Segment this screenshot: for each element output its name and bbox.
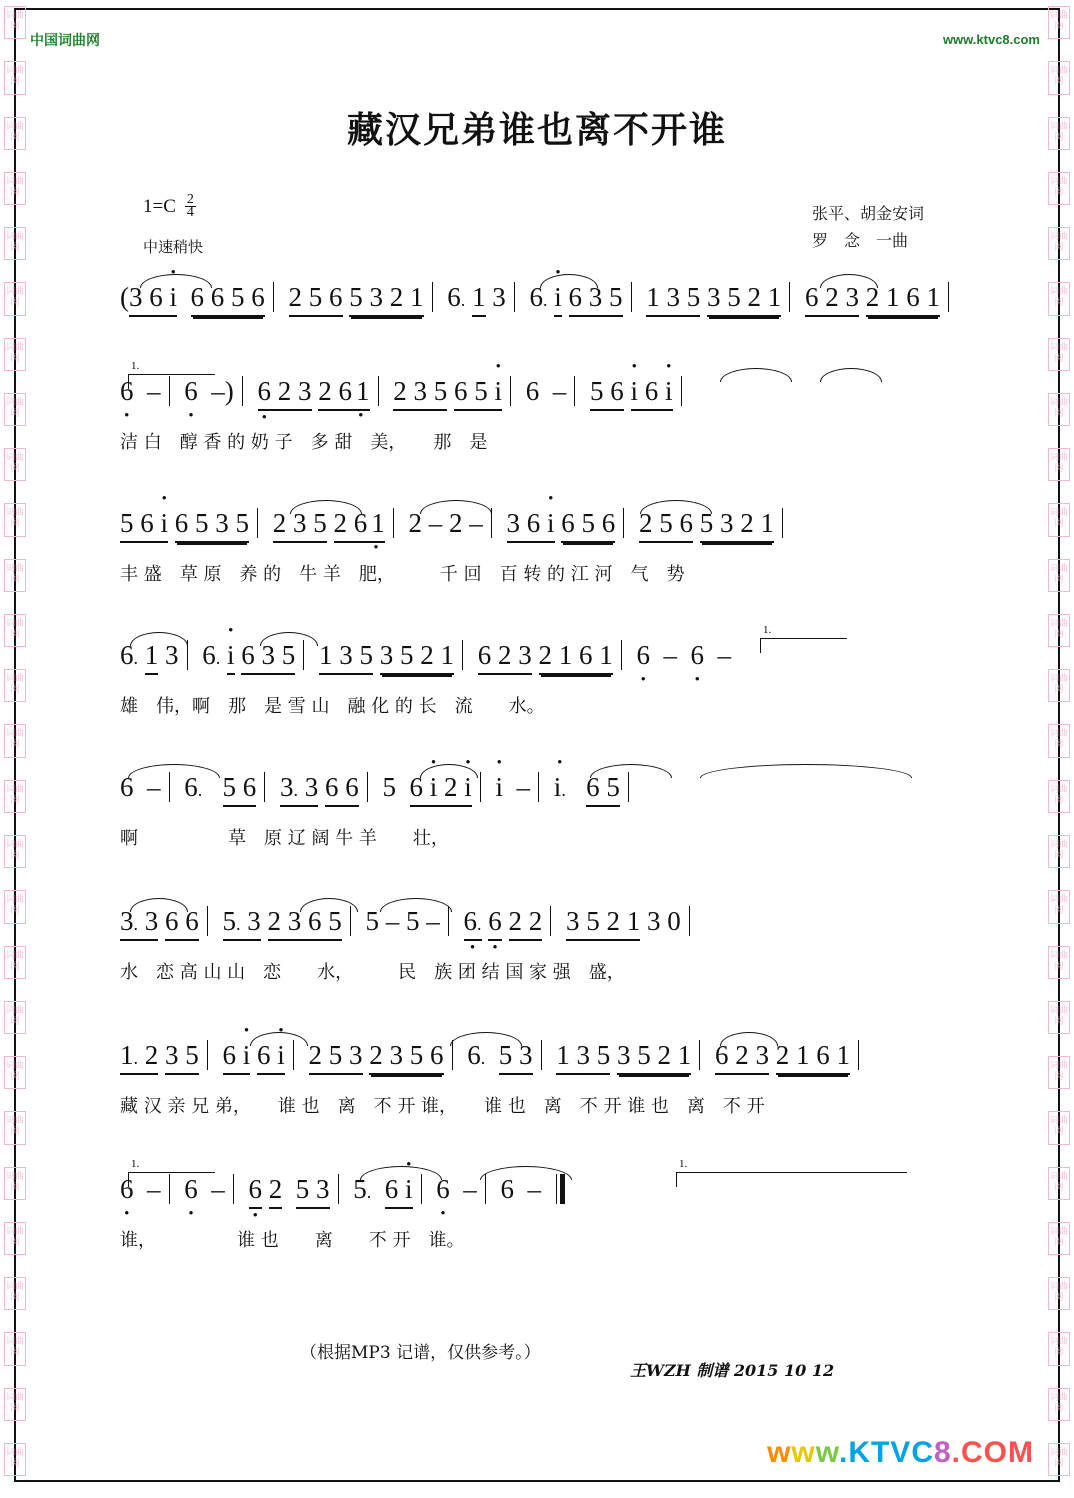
watermark-cell: 词曲网 <box>1048 669 1070 702</box>
slur <box>640 500 712 514</box>
watermark-cell: 词曲网 <box>1048 448 1070 481</box>
slur <box>360 1166 442 1180</box>
watermark-cell: 词曲网 <box>4 946 26 979</box>
slur <box>300 898 358 912</box>
slur <box>720 1032 778 1046</box>
watermark-cell: 词曲网 <box>1048 61 1070 94</box>
watermark-cell: 词曲网 <box>1048 559 1070 592</box>
slur <box>820 368 882 382</box>
music-system-6 <box>120 906 960 988</box>
time-denominator: 4 <box>186 205 194 220</box>
lyric-row: 洁 白 醇 香 的 奶 子 多 甜 美， 那 是 <box>120 432 488 453</box>
watermark-cell: 词曲网 <box>4 1388 26 1421</box>
watermark-cell: 词曲网 <box>1048 780 1070 813</box>
key-label: 1=C <box>143 196 176 217</box>
lyric-row: 水 恋 高 山 山 恋 水， 民 族 团 结 国 家 强 盛， <box>120 962 625 983</box>
watermark-cell: 词曲网 <box>4 780 26 813</box>
watermark-cell: 词曲网 <box>1048 338 1070 371</box>
time-numerator: 2 <box>186 192 194 207</box>
watermark-cell: 词曲网 <box>4 393 26 426</box>
transcriber-signature: 王WZH 制谱 2015 10 12 <box>630 1361 835 1380</box>
music-system-4 <box>120 624 960 722</box>
transcription-note: （根据MP3 记谱，仅供参考。） <box>300 1343 541 1363</box>
slur <box>700 764 912 778</box>
slur <box>290 500 362 514</box>
slur <box>450 1032 522 1046</box>
watermark-letter: w <box>815 1436 839 1469</box>
watermark-cell: 词曲网 <box>1048 117 1070 150</box>
music-system-8 <box>120 1158 960 1256</box>
watermark-letter: w <box>791 1436 816 1469</box>
notation-row: 6. 1 3 6. • i 6 3 5 1 3 5 3 5 2 1 6 2 3 2 1 6 1 6 • – 6 • – <box>120 640 960 688</box>
page-title: 藏汉兄弟谁也离不开谁 <box>346 109 727 151</box>
watermark-cell: 词曲网 <box>1048 1222 1070 1255</box>
slur <box>420 500 492 514</box>
lyric-row: 雄 伟，啊 那 是 雪 山 融 化 的 长 流 水。 <box>120 696 545 717</box>
slur <box>480 1166 572 1180</box>
slur <box>140 274 212 288</box>
watermark-cell: 词曲网 <box>1048 1388 1070 1421</box>
music-system-5 <box>120 772 960 854</box>
slur <box>540 274 598 288</box>
composer: 罗 念 一曲 <box>811 231 908 250</box>
watermark-cell: 词曲网 <box>1048 1332 1070 1365</box>
watermark-cell: 词曲网 <box>4 1167 26 1200</box>
lyric-row: 啊 草 原 辽 阔 牛 羊 壮， <box>120 828 449 849</box>
key-signature <box>143 192 196 220</box>
watermark-cell: 词曲网 <box>4 61 26 94</box>
watermark-letter: .KTVC <box>838 1436 934 1469</box>
slur <box>128 764 220 778</box>
watermark-cell: 词曲网 <box>4 117 26 150</box>
watermark-cell: 词曲网 <box>1048 503 1070 536</box>
watermark-cell: 词曲网 <box>4 503 26 536</box>
watermark-cell: 词曲网 <box>1048 835 1070 868</box>
notation-row: 6 • – 6 • – 6 • 2 5 3 5. 6 • i 6 • – 6 – <box>120 1174 960 1222</box>
footer-watermark <box>767 1436 1034 1470</box>
slur <box>130 632 188 646</box>
watermark-cell: 词曲网 <box>4 1222 26 1255</box>
second-ending: 1. <box>676 1172 907 1187</box>
watermark-cell: 词曲网 <box>1048 1277 1070 1310</box>
slur <box>590 764 672 778</box>
watermark-cell: 词曲网 <box>1048 282 1070 315</box>
watermark-cell: 词曲网 <box>1048 946 1070 979</box>
watermark-cell: 词曲网 <box>1048 890 1070 923</box>
watermark-cell: 词曲网 <box>4 669 26 702</box>
watermark-cell: 词曲网 <box>4 448 26 481</box>
watermark-cell: 词曲网 <box>1048 393 1070 426</box>
notation-row: 5 6 • i 6 5 3 5 2 3 5 2 6 1 • 2 – 2 – 3 6 • i 6 5 6 2 5 6 5 3 2 1 <box>120 508 960 556</box>
frame-top <box>14 8 1060 10</box>
watermark-cell: 词曲网 <box>1048 724 1070 757</box>
music-system-1 <box>120 282 960 364</box>
watermark-cell: 词曲网 <box>4 282 26 315</box>
watermark-cell: 词曲网 <box>4 6 26 39</box>
music-system-3 <box>120 508 960 590</box>
watermark-cell: 词曲网 <box>1048 1167 1070 1200</box>
watermark-cell: 词曲网 <box>1048 1001 1070 1034</box>
lyric-row: 藏 汉 亲 兄 弟， 谁 也 离 不 开 谁， 谁 也 离 不 开 谁 也 离 不 开 <box>120 1096 765 1117</box>
watermark-cell: 词曲网 <box>1048 6 1070 39</box>
slur <box>820 274 878 288</box>
music-system-2 <box>120 360 960 458</box>
credits <box>812 200 924 254</box>
watermark-cell: 词曲网 <box>4 724 26 757</box>
first-ending: 1. <box>128 1172 215 1187</box>
lyricist: 张平、胡金安词 <box>811 204 924 223</box>
watermark-cell: 词曲网 <box>4 1111 26 1144</box>
notation-row: (3 6 • i 6 6 5 6 2 5 6 5 3 2 1 6. 1 3 6. • i 6 3 5 1 3 5 3 5 2 1 6 2 3 2 1 6 1 <box>120 282 960 330</box>
watermark-cell: 词曲网 <box>1048 1443 1070 1476</box>
watermark-cell: 词曲网 <box>4 614 26 647</box>
slur <box>130 898 188 912</box>
notation-row: 1. 2 3 5 6 • i 6 • i 2 5 3 2 3 5 6 6. 5 3 1 3 5 3 5 2 1 6 2 3 2 1 6 1 <box>120 1040 960 1088</box>
notation-row: 6 – 6. 5 6 3. 3 6 6 5 6 • i 2 • i • i – • i. 6 5 <box>120 772 960 820</box>
slur <box>380 898 452 912</box>
watermark-cell: 词曲网 <box>1048 227 1070 260</box>
notation-row: 3. 3 6 6 5. 3 2 3 6 5 5 – 5 – 6. • 6 • 2 2 3 5 2 1 3 0 <box>120 906 960 954</box>
tempo-marking: 中速稍快 <box>143 238 204 256</box>
lyric-row: 谁， 谁 也 离 不 开 谁。 <box>120 1230 465 1251</box>
notation-row: 6 • – 6 • –) 6 • 2 3 2 6 1 • 2 3 5 6 5 • i 6 – 5 6 • i 6 • i <box>120 376 960 424</box>
watermark-letter: w <box>767 1436 792 1469</box>
slur <box>260 632 318 646</box>
watermark-cell: 词曲网 <box>4 172 26 205</box>
first-ending: 1. <box>128 374 215 389</box>
watermark-cell: 词曲网 <box>1048 614 1070 647</box>
lyric-row: 丰 盛 草 原 养 的 牛 羊 肥， 千 回 百 转 的 江 河 气 势 <box>120 564 685 585</box>
frame-bottom <box>14 1480 1060 1482</box>
site-name-cn[interactable]: 中国词曲网 <box>30 32 100 48</box>
watermark-cell: 词曲网 <box>4 1277 26 1310</box>
watermark-letter: 8 <box>933 1436 952 1469</box>
watermark-cell: 词曲网 <box>4 835 26 868</box>
lyric-row <box>120 334 960 364</box>
watermark-cell: 词曲网 <box>4 227 26 260</box>
site-url[interactable]: www.ktvc8.com <box>942 32 1040 47</box>
slur <box>720 368 792 382</box>
time-signature <box>185 194 196 219</box>
music-system-7 <box>120 1040 960 1122</box>
watermark-cell: 词曲网 <box>1048 172 1070 205</box>
first-ending: 1. <box>760 638 847 653</box>
watermark-cell: 词曲网 <box>1048 1111 1070 1144</box>
watermark-cell: 词曲网 <box>4 338 26 371</box>
watermark-cell: 词曲网 <box>1048 1056 1070 1089</box>
watermark-column-right <box>1046 0 1072 1498</box>
slur <box>250 1032 308 1046</box>
watermark-cell: 词曲网 <box>4 890 26 923</box>
watermark-cell: 词曲网 <box>4 1056 26 1089</box>
watermark-cell: 词曲网 <box>4 1443 26 1476</box>
watermark-letter: .COM <box>951 1436 1034 1469</box>
watermark-cell: 词曲网 <box>4 559 26 592</box>
watermark-cell: 词曲网 <box>4 1332 26 1365</box>
watermark-column-left <box>2 0 28 1498</box>
watermark-cell: 词曲网 <box>4 1001 26 1034</box>
